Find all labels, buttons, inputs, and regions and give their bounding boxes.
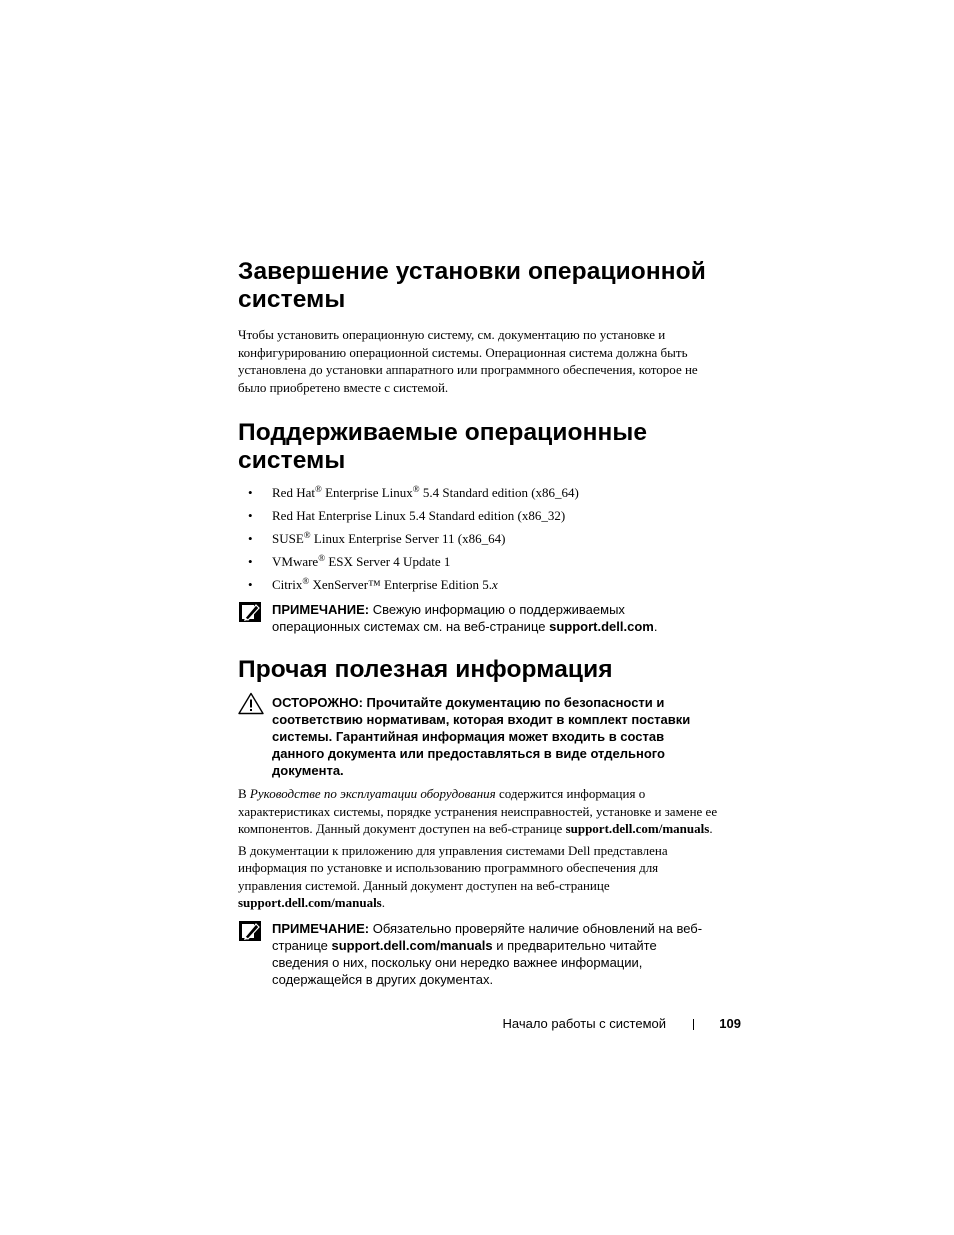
os-name: Red Hat <box>272 485 315 500</box>
para-punctuation: . <box>381 895 385 910</box>
hardware-manual-paragraph <box>238 785 738 838</box>
heading-os-install-line1: Завершение установки операционной <box>238 258 706 285</box>
para-text: информация по установке и использованию программного обеспечения для <box>238 860 659 875</box>
manual-title: Руководстве по эксплуатации оборудования <box>249 786 496 801</box>
note-text: операционных системах см. на веб-странице <box>272 619 550 634</box>
para-punctuation: . <box>709 821 713 836</box>
registered-mark: ® <box>412 484 420 494</box>
para-text: управления системой. Данный документ доступен на веб-странице <box>238 877 610 893</box>
list-item <box>238 554 738 577</box>
os-name: VMware <box>272 554 319 569</box>
supported-os-list <box>238 485 738 600</box>
systems-mgmt-paragraph <box>238 842 738 912</box>
note-punctuation: . <box>653 619 658 634</box>
para-text: компонентов. Данный документ доступен на веб-странице <box>238 821 566 836</box>
para-line: Чтобы установить операционную систему, см. документацию по установке и <box>238 327 666 342</box>
para-text: содержится информация о <box>495 786 646 801</box>
note-text: Свежую информацию о поддерживаемых <box>369 602 625 617</box>
heading-supported-os-line2: системы <box>238 447 346 474</box>
note-text: странице <box>272 937 332 953</box>
bullet-icon: • <box>248 577 253 592</box>
heading-other-info: Прочая полезная информация <box>238 656 613 683</box>
bullet-icon: • <box>248 554 253 569</box>
note-updates <box>238 920 738 988</box>
os-version-variable: x <box>491 577 498 592</box>
manuals-link[interactable]: support.dell.com/manuals <box>331 937 493 953</box>
note-text: сведения о них, поскольку они нередко важнее информации, <box>272 954 643 970</box>
para-text: В <box>238 786 250 801</box>
page-content <box>238 258 738 988</box>
os-name-part: Linux Enterprise Server 11 (x86_64) <box>310 531 506 546</box>
os-name-part: ESX Server 4 Update 1 <box>325 554 451 569</box>
os-version: 5.4 Standard edition (x86_64) <box>419 485 579 500</box>
os-name: SUSE <box>272 531 304 546</box>
para-text: характеристиках системы, порядке устранения неисправностей, установке и замене ее <box>238 803 718 819</box>
note-text: и предварительно читайте <box>492 937 657 953</box>
para-line: установлена до установки аппаратного или программного обеспечения, которое не <box>238 362 698 377</box>
caution-text: системы. Гарантийная информация может входить в состав <box>272 729 665 744</box>
note-label: ПРИМЕЧАНИЕ: <box>272 920 370 936</box>
heading-supported-os-line1: Поддерживаемые операционные <box>238 419 648 446</box>
para-text: В документации к приложению для управления системами Dell представлена <box>238 842 668 858</box>
note-text: содержащейся в других документах. <box>272 971 494 987</box>
os-name: Citrix <box>272 577 303 592</box>
caution-text: ОСТОРОЖНО: Прочитайте документацию по безопасности и <box>272 695 665 710</box>
caution-text: соответствию нормативам, которая входит в комплект поставки <box>272 712 691 727</box>
manuals-link[interactable]: support.dell.com/manuals <box>238 895 382 910</box>
list-item <box>238 531 738 554</box>
registered-mark: ® <box>318 553 326 563</box>
heading-os-install <box>238 258 738 314</box>
list-item <box>238 508 738 531</box>
manuals-link[interactable]: support.dell.com/manuals <box>565 821 710 836</box>
bullet-icon: • <box>248 531 253 546</box>
os-name-part: XenServer™ Enterprise Edition 5. <box>309 577 492 592</box>
list-item <box>238 577 738 600</box>
os-name-part: Enterprise Linux <box>321 485 413 500</box>
note-label: ПРИМЕЧАНИЕ: <box>272 602 370 617</box>
bullet-icon: • <box>248 508 253 523</box>
caution-triangle-icon <box>238 692 264 715</box>
note-pencil-icon <box>239 921 261 941</box>
bullet-icon: • <box>248 485 253 500</box>
caution-text: данного документа или предоставляться в виде отдельного <box>272 746 665 761</box>
para-line: было приобретено вместе с системой. <box>238 379 449 395</box>
registered-mark: ® <box>302 576 310 586</box>
registered-mark: ® <box>303 530 311 540</box>
footer-title: Начало работы с системой <box>502 1016 666 1031</box>
list-item <box>238 485 738 508</box>
page-number: 109 <box>719 1016 741 1031</box>
registered-mark: ® <box>314 484 322 494</box>
footer-separator <box>693 1019 694 1030</box>
note-pencil-icon <box>239 602 261 622</box>
heading-os-install-line2: системы <box>238 286 346 313</box>
caution-block <box>238 694 738 779</box>
note-text: Обязательно проверяйте наличие обновлений на веб- <box>369 920 703 936</box>
heading-supported-os <box>238 419 738 475</box>
para-line: конфигурированию операционной системы. Операционная система должна быть <box>238 344 688 360</box>
support-link[interactable]: support.dell.com <box>549 619 654 634</box>
caution-text: документа. <box>272 763 344 778</box>
os-install-paragraph <box>238 326 738 396</box>
note-supported-os <box>238 601 738 635</box>
os-name: Red Hat Enterprise Linux 5.4 Standard edition (x86_32) <box>272 508 566 523</box>
